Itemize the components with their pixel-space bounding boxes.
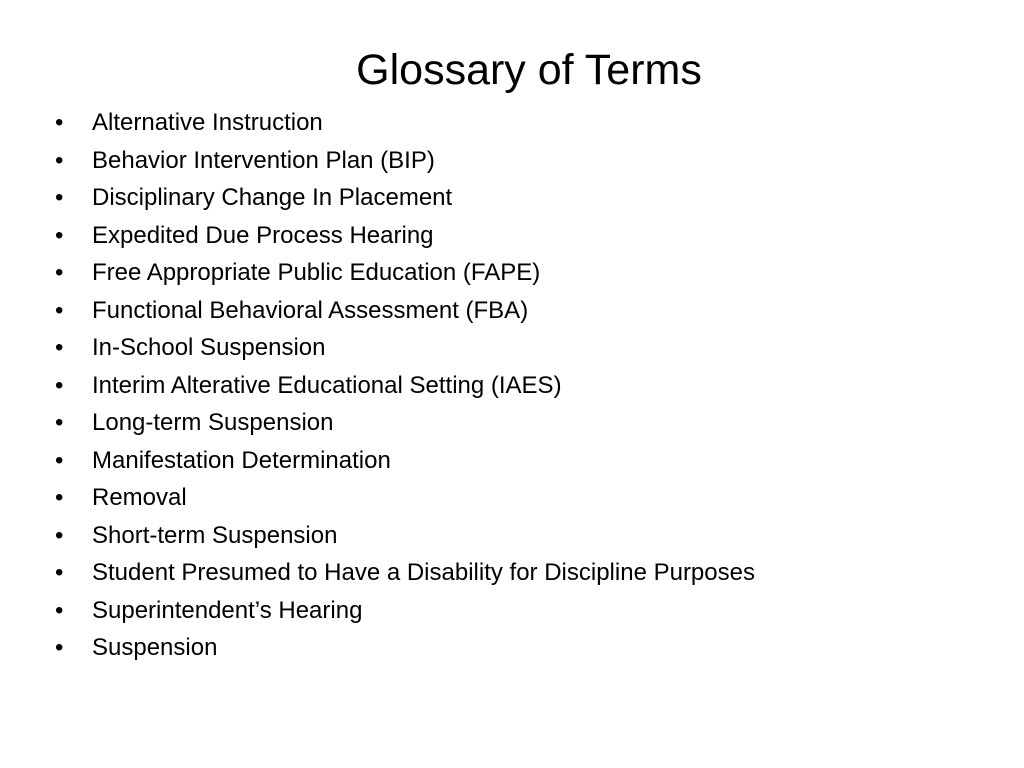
bullet-icon: • xyxy=(55,409,64,436)
list-item xyxy=(55,404,755,442)
glossary-term: In-School Suspension xyxy=(92,334,326,361)
bullet-icon: • xyxy=(55,521,64,549)
list-item xyxy=(55,479,755,517)
glossary-term: Removal xyxy=(92,484,187,511)
glossary-term: Suspension xyxy=(92,634,218,661)
list-item xyxy=(55,254,755,292)
bullet-icon: • xyxy=(55,446,64,474)
bullet-icon: • xyxy=(55,221,64,249)
list-item xyxy=(55,442,755,480)
glossary-term: Functional Behavioral Assessment (FBA) xyxy=(92,296,529,324)
bullet-icon: • xyxy=(55,109,64,136)
glossary-term: Disciplinary Change In Placement xyxy=(92,184,453,211)
glossary-term: Superintendent’s Hearing xyxy=(92,596,363,624)
bullet-icon: • xyxy=(55,184,64,211)
list-item xyxy=(55,329,755,367)
glossary-term: Alternative Instruction xyxy=(92,109,323,136)
list-item xyxy=(55,592,755,630)
list-item xyxy=(55,142,755,180)
glossary-term-list xyxy=(55,104,755,667)
bullet-icon: • xyxy=(55,634,64,661)
glossary-term: Interim Alterative Educational Setting (IAES) xyxy=(92,371,562,399)
glossary-term: Behavior Intervention Plan (BIP) xyxy=(92,146,435,174)
bullet-icon: • xyxy=(55,146,64,174)
list-item xyxy=(55,104,755,142)
list-item xyxy=(55,517,755,555)
glossary-term: Expedited Due Process Hearing xyxy=(92,221,434,249)
bullet-icon: • xyxy=(55,559,64,586)
list-item xyxy=(55,217,755,255)
list-item xyxy=(55,292,755,330)
bullet-icon: • xyxy=(55,484,64,511)
bullet-icon: • xyxy=(55,259,64,286)
list-item xyxy=(55,629,755,667)
slide-title: Glossary of Terms xyxy=(356,46,702,94)
glossary-term: Long-term Suspension xyxy=(92,409,334,436)
bullet-icon: • xyxy=(55,296,64,324)
list-item xyxy=(55,554,755,592)
bullet-icon: • xyxy=(55,596,64,624)
glossary-term: Student Presumed to Have a Disability for Discipline Purposes xyxy=(92,559,755,586)
glossary-term: Manifestation Determination xyxy=(92,446,391,474)
list-item xyxy=(55,179,755,217)
list-item xyxy=(55,367,755,405)
glossary-term: Free Appropriate Public Education (FAPE) xyxy=(92,259,541,286)
bullet-icon: • xyxy=(55,371,64,399)
glossary-term: Short-term Suspension xyxy=(92,521,338,549)
bullet-icon: • xyxy=(55,334,64,361)
